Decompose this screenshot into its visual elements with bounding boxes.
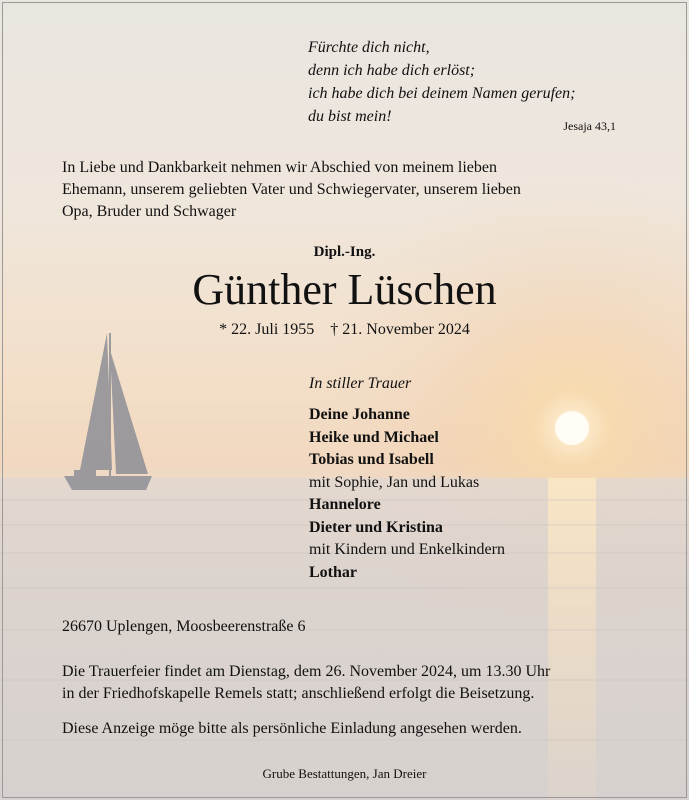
- mourners-list: [309, 404, 505, 584]
- mourner-name: Tobias und Isabell: [309, 451, 434, 468]
- mourner-name: Hannelore: [309, 496, 381, 513]
- academic-title: Dipl.-Ing.: [313, 244, 376, 260]
- birth-date: * 22. Juli 1955: [219, 321, 315, 338]
- intro-line: In Liebe und Dankbarkeit nehmen wir Abschied von meinem lieben: [62, 159, 497, 176]
- mourner-note: mit Sophie, Jan und Lukas: [309, 473, 480, 491]
- verse-line: denn ich habe dich erlöst;: [308, 62, 476, 79]
- invitation-note: Diese Anzeige möge bitte als persönliche Einladung angesehen werden.: [62, 720, 522, 737]
- verse-line: ich habe dich bei deinem Namen gerufen;: [308, 85, 576, 102]
- sun-icon: [555, 411, 589, 445]
- bible-verse: [308, 36, 575, 128]
- mourner-name: Heike und Michael: [309, 428, 439, 446]
- funeral-service-info: [62, 661, 642, 705]
- service-line: in der Friedhofskapelle Remels statt; anschließend erfolgt die Beisetzung.: [62, 685, 535, 702]
- mourner-name: Deine Johanne: [309, 406, 410, 423]
- intro-line: Opa, Bruder und Schwager: [62, 203, 237, 220]
- mourner-name: Lothar: [309, 563, 357, 581]
- verse-source: Jesaja 43,1: [563, 119, 616, 133]
- verse-line: du bist mein!: [308, 108, 392, 125]
- deceased-name: Günther Lüschen: [192, 265, 497, 314]
- funeral-home-credit: Grube Bestattungen, Jan Dreier: [262, 766, 427, 781]
- mourner-note: mit Kindern und Enkelkindern: [309, 541, 505, 558]
- intro-line: Ehemann, unserem geliebten Vater und Schwiegervater, unserem lieben: [62, 181, 521, 198]
- mourners-label: In stiller Trauer: [309, 375, 412, 392]
- death-date: † 21. November 2024: [330, 321, 470, 338]
- verse-line: Fürchte dich nicht,: [308, 39, 430, 56]
- family-address: 26670 Uplengen, Moosbeerenstraße 6: [62, 618, 306, 635]
- service-line: Die Trauerfeier findet am Dienstag, dem 26. November 2024, um 13.30 Uhr: [62, 663, 551, 680]
- life-dates: [0, 321, 689, 339]
- mourner-name: Dieter und Kristina: [309, 518, 443, 536]
- intro-text: [62, 157, 622, 223]
